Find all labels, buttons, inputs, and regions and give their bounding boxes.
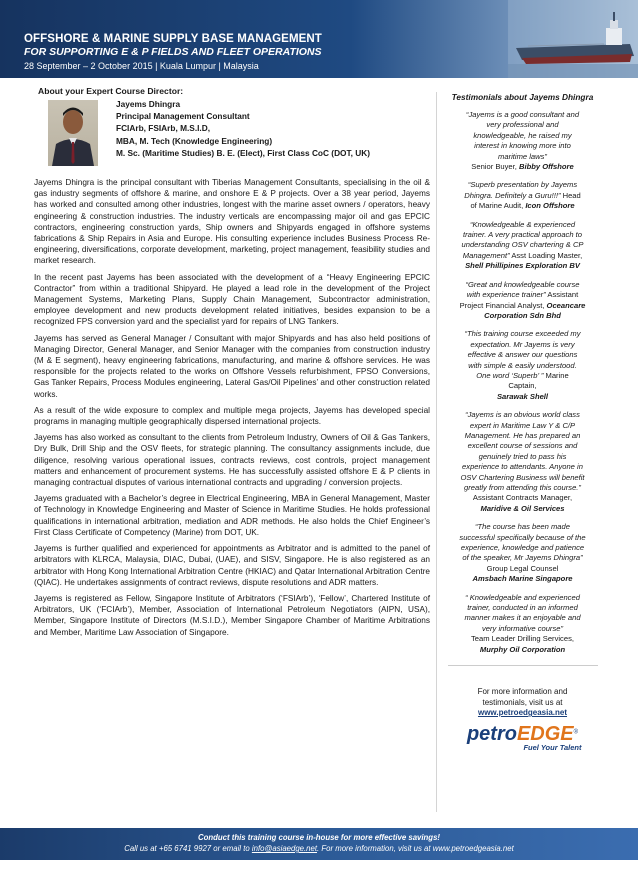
testimonial-quote: “Superb presentation by Jayems Dhingra. Definitely a Guru!!!” [464,180,578,200]
person-portrait-icon [48,100,98,166]
director-name: Jayems Dhingra [116,99,181,109]
testimonial-item [440,220,605,272]
testimonial-item [440,110,605,172]
bio-paragraph: Jayems has also worked as consultant to the clients from Petroleum Industry, Owners of Oil & Gas Tankers, Dry Bulk, Drill Ship and the OSV fleets, for strategic planning. The consultancy assignments include, due diligence, resolving various operational issues, contracts reviews, cost controls, project management matters and enhancement of procurement systems. He has successfully assisted offshore E & P clients in managing contractual disputes of various international contracts and upgrading / conversion projects. [34,433,430,488]
bio-paragraph: As a result of the wide exposure to complex and multiple mega projects, Jayems has developed special programs in managing multiple geographically dispersed international projects. [34,405,430,427]
bio-paragraph: Jayems is registered as Fellow, Singapore Institute of Arbitrators (‘FSIArb’), ‘Fellow’, Chartered Institute of Arbitrators, UK (‘FCIArb’), Member, Association of International Petroleum Negotiators (AIPN, USA), Member, Singapore Institute of Directors (M.S.I.D.), Member Singapore Chamber of Maritime Arbitrations and Member, Maritime Law Association of Singapore. [34,593,430,637]
director-credential-line: FCIArb, FSIArb, M.S.I.D, [116,123,211,134]
testimonial-attribution: “Great and knowledgeable course with experience trainer” Assistant Project Financial Analyst, Oceancare Corporation Sdn Bhd [459,279,586,320]
testimonial-attribution: “Knowledgeable & experienced trainer. A very practical approach to understanding OSV chartering & CP Management” Asst Loading Master, [461,219,584,260]
director-credential-line: MBA, M. Tech (Knowledge Engineering) [116,135,273,146]
director-credentials [116,98,370,159]
footer-inhouse-note: Conduct this training course in-house for more effective savings! [197,833,441,842]
testimonial-quote: “The course has been made successful specifically because of the experience, knowledge and patience of the speaker, Mr Jayems Dhingra” [459,522,586,563]
testimonial-item [440,522,605,584]
testimonial-company: Amsbach Marine Singapore [472,574,573,584]
testimonial-attribution: Team Leader Drilling Services, [471,634,574,644]
bio-paragraph: Jayems has served as General Manager / Consultant with major Shipyards and has also held positions of Managing Director, General Manager, and Senior Manager with the companies from construction industry (M & E segment), heavy engineering fabrications, manufacturing, and marine & offshore services. He was responsible for the projects related to the works on Offshore Vessels refurbishment, FPSO Conversions, Gas Tanker Repairs, Process Modules engineering, Lateral Gas/Oil Pipelines’ and other construction related works. [34,333,430,399]
testimonial-attribution: “This training course exceeded my expectation. Mr Jayems is very effective & answer our questions with simple & easily understood. One word ‘Superb’ ” Marine Captain, [464,329,581,391]
testimonial-item [440,280,605,322]
petroedge-logo [440,723,605,757]
testimonial-quote: “Jayems is a good consultant and very professional and knowledgeable, he raised my interest in knowing more into maritime laws” [465,110,580,161]
director-biography [34,177,430,638]
testimonials-heading: Testimonials about Jayems Dhingra [451,92,594,102]
tanker-ship-image [508,0,638,78]
more-info-text: For more information and testimonials, visit us at [477,687,568,708]
course-title: OFFSHORE & MARINE SUPPLY BASE MANAGEMENT [24,33,322,45]
director-heading: About your Expert Course Director: [38,86,184,96]
logo-edge-text: EDGE [516,723,574,746]
testimonials-section [440,92,605,757]
testimonial-company: Maridive & Oil Services [480,503,565,513]
testimonial-company: Bibby Offshore [518,162,574,172]
testimonial-company: Sarawak Shell [496,391,549,401]
director-credential-line: M. Sc. (Maritime Studies) B. E. (Elect), First Class CoC (DOT, UK) [116,147,371,158]
course-dates-location: 28 September – 2 October 2015 | Kuala Lumpur | Malaysia [24,61,259,71]
testimonial-quote: “Knowledgeable & experienced trainer. A very practical approach to understanding OSV chartering & CP Management” [461,219,584,260]
testimonials-divider [448,665,598,666]
testimonial-attribution: Senior Buyer, Bibby Offshore [471,162,574,172]
testimonial-company: Shell Phillipines Exploration BV [465,261,580,271]
director-photo [48,100,98,166]
registered-mark: ® [573,729,579,736]
logo-petro-text: petro [466,723,517,746]
testimonial-item [440,410,605,514]
director-role: Principal Management Consultant [116,111,250,122]
testimonial-item [440,593,605,655]
bio-paragraph: Jayems graduated with a Bachelor’s degree in Electrical Engineering, MBA in General Management, Master of Technology in Knowledge Engineering and Master of Science in Maritime Studies. He holds professional qualifications in international arbitration, mediation and ADR methods. He also holds the Chief Engineer’s First Class Certificate of Competency (Marine) from DOT, UK. [34,494,430,537]
testimonial-quote: “This training course exceeded my expectation. Mr Jayems is very effective & answer our questions with simple & easily understood. One word ‘Superb’ ” [464,329,581,380]
testimonial-attribution: “Superb presentation by Jayems Dhingra. Definitely a Guru!!!” Head of Marine Audit, Icon Offshore [464,180,581,211]
course-subtitle: FOR SUPPORTING E & P FIELDS AND FLEET OPERATIONS [24,46,322,58]
testimonial-item [440,329,605,402]
testimonial-company: Icon Offshore [525,201,575,211]
testimonial-quote: “ Knowledgeable and experienced trainer, conducted in an informed manner makes it an enjoyable and very informative course” [464,592,581,633]
testimonial-attribution: Assistant Contracts Manager, [472,493,573,503]
bio-paragraph: In the recent past Jayems has been associated with the development of a “Heavy Engineering EPCIC Contractor” from within a traditional Shipyard. He played a lead role in the development of the Project Management Systems, Marketing Plans, Supply Chain Management, Subcontractor administration, employee development and new products development related initiatives, besides expansion to be a recognized FPS conversion yard and the specialist yard for repairs of LNG Tankers. [34,272,430,327]
bio-paragraph: Jayems Dhingra is the principal consultant with Tiberias Management Consultants, specialising in the oil & gas industry segments of offshore & marine, and onshore E & P projects. Over a 38 year period, Jayems has worked and consulted among other industries, longest with the marine asset owners / operators, heavy engineering & construction industries. The industry verticals are encompassing major oil and gas EPCIC contractors, engineering construction yards, Ship owners and Shipyards engaged in offshore systems fabrications & Ship Repairs in Asia and Europe. His consulting experience includes Business Process Re-engineering, diversifications, corporate development, marketing, project management, feasibility studies and market research. [34,178,430,266]
website-link[interactable]: www.petroedgeasia.net [477,708,568,718]
testimonial-attribution: Group Legal Counsel [486,563,559,573]
footer-contact: Call us at +65 6741 9927 or email to info@asiaedge.net. For more information, visit us at www.petroedgeasia.net [124,844,514,853]
footer-banner [0,828,638,860]
testimonial-quote: “Great and knowledgeable course with experience trainer” [465,279,580,300]
testimonial-company: Oceancare Corporation Sdn Bhd [484,300,586,320]
email-link[interactable]: info@asiaedge.net [251,844,318,853]
director-profile [34,98,430,172]
testimonial-item [440,180,605,211]
testimonial-company: Murphy Oil Corporation [479,644,566,654]
testimonial-quote: “Jayems is an obvious world class expert in Maritime Law Y & C/P Management. He has prepared an excellent course of sessions and genuinely tried to pass his experience to attendants. Anyone in OSV Chartering Business will benefit greatly from attending this course.” [460,410,585,492]
bio-paragraph: Jayems is further qualified and experienced for appointments as Arbitrator and is admitted to the panel of arbitrators with KLRCA, Malaysia, DIAC, Dubai, (UAE), and SISV, Singapore. He is also registered as an arbitrator with Hong Kong International Arbitration Centre (HKIAC) and Qatar International Arbitration Centre (QIAC). He undertakes assignments of contract reviews, dispute resolutions and ADR matters. [34,544,430,587]
column-divider [436,92,437,812]
header-banner [0,0,638,78]
director-section [34,86,430,643]
logo-tagline: Fuel Your Talent [523,743,582,753]
